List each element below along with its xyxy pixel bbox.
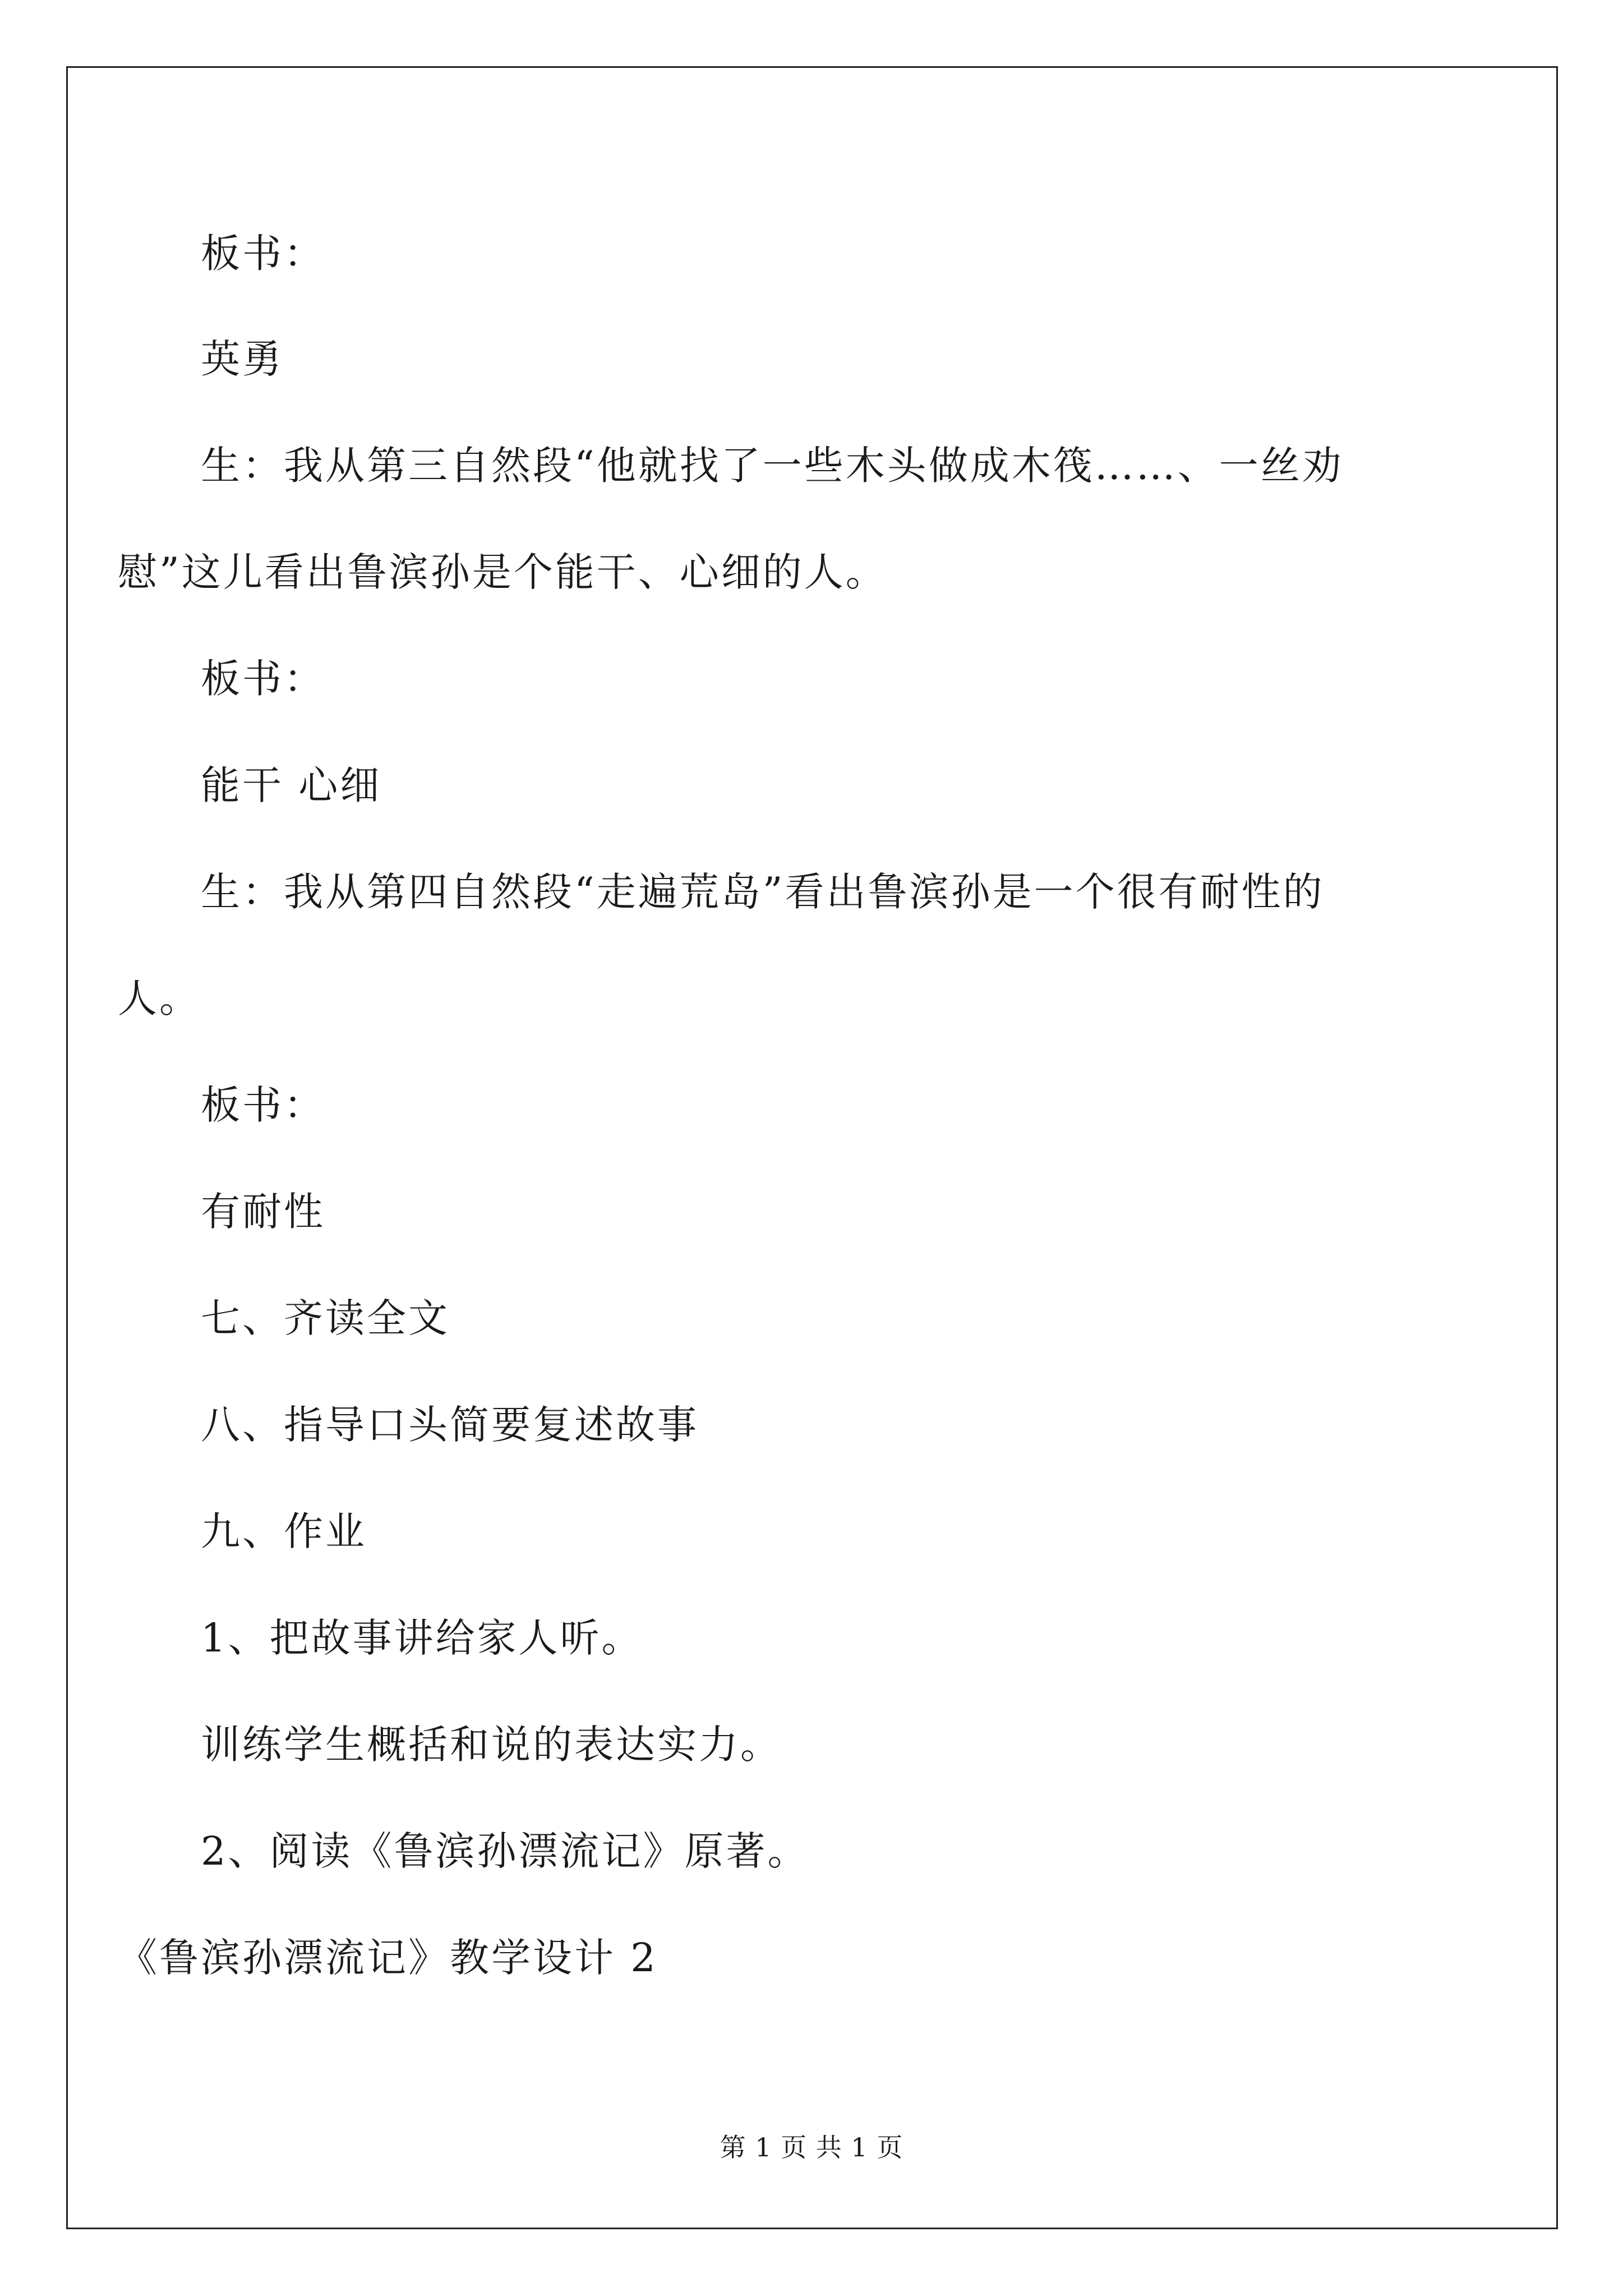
- text-line-9: 板书：: [201, 1082, 325, 1128]
- text-line-8: 人。: [118, 976, 201, 1022]
- text-line-13: 九、作业: [201, 1508, 367, 1554]
- text-line-1: 板书：: [201, 231, 325, 277]
- text-line-4: 慰”这儿看出鲁滨孙是个能干、心细的人。: [118, 549, 887, 595]
- text-line-11: 七、齐读全文: [201, 1295, 450, 1341]
- text-line-10: 有耐性: [201, 1189, 325, 1235]
- text-line-6: 能干 心细: [201, 762, 382, 808]
- text-line-16: 2、阅读《鲁滨孙漂流记》原著。: [201, 1828, 809, 1874]
- text-line-5: 板书：: [201, 656, 325, 702]
- section-heading: 《鲁滨孙漂流记》教学设计 2: [118, 1935, 658, 1981]
- text-line-7: 生：我从第四自然段“走遍荒岛”看出鲁滨孙是一个很有耐性的: [201, 869, 1325, 915]
- page-footer: 第 1 页 共 1 页: [720, 2132, 903, 2162]
- text-line-14: 1、把故事讲给家人听。: [201, 1615, 643, 1661]
- text-line-15: 训练学生概括和说的表达实力。: [201, 1722, 782, 1768]
- text-line-12: 八、指导口头简要复述故事: [201, 1402, 699, 1448]
- page-border: [66, 66, 1558, 2229]
- text-line-3: 生：我从第三自然段“他就找了一些木头做成木筏……、一丝劝: [201, 443, 1344, 489]
- text-line-2: 英勇: [201, 336, 284, 382]
